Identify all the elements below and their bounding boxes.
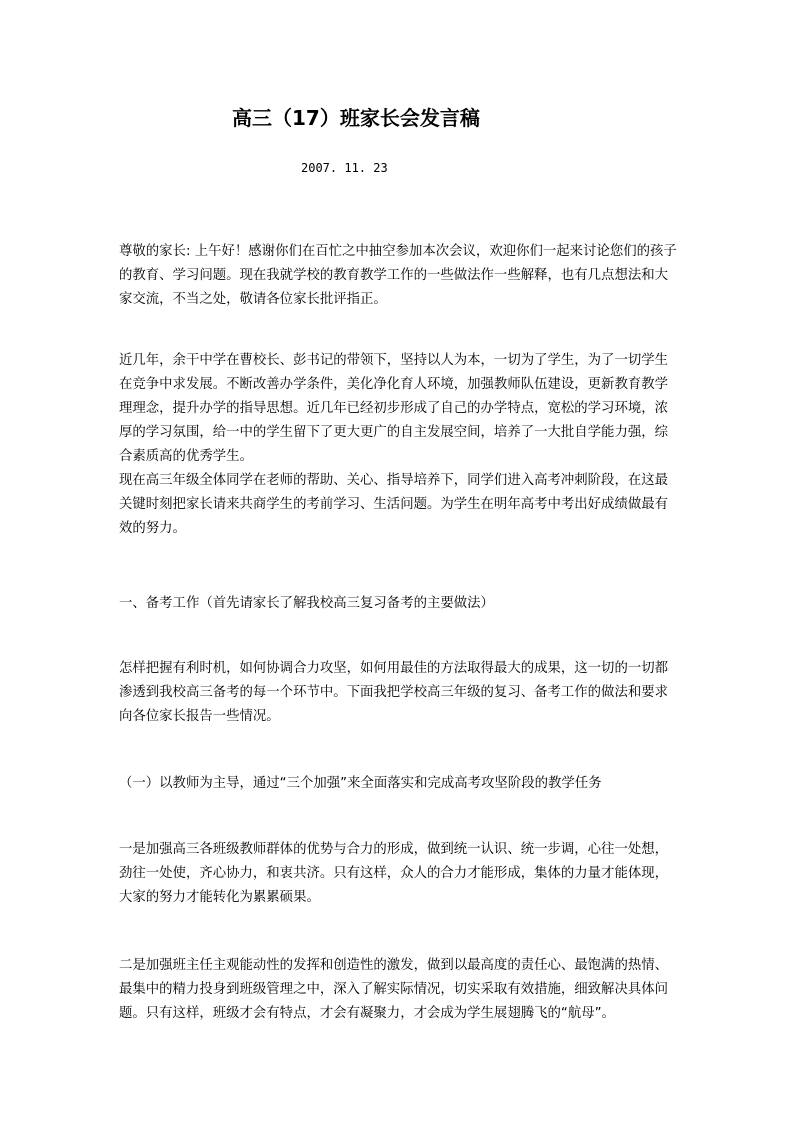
- paragraph-preparation-intro: [119, 657, 679, 729]
- paragraph-text: 现在高三年级全体同学在老师的帮助、关心、指导培养下，同学们进入高考冲刺阶段，在这最关键时刻把家长请来共商学生的考前学习、生活问题。为学生在明年高考中考出好成绩做最有效的努力。: [119, 473, 669, 536]
- section-heading-preparation: [119, 592, 679, 616]
- heading-text: 一、备考工作（首先请家长了解我校高三复习备考的主要做法）: [119, 596, 494, 611]
- paragraph-point-two: [119, 954, 679, 1026]
- paragraph-school-development: [119, 349, 679, 541]
- subsection-heading-teachers: [119, 772, 679, 796]
- paragraph-text: 近几年，余干中学在曹校长、彭书记的带领下，坚持以人为本，一切为了学生，为了一切学生在竞争中求发展。不断改善办学条件，美化净化育人环境，加强教师队伍建设，更新教育教学理理念，提升办学的指导思想。近几年已经初步形成了自己的办学特点，宽松的学习环境，浓厚的学习氛围，给一中的学生留下了更大更广的自主发展空间，培养了一大批自学能力强，综合素质高的优秀学生。: [119, 353, 669, 464]
- heading-text: （一）以教师为主导，通过“三个加强”来全面落实和完成高考攻坚阶段的教学任务: [119, 776, 602, 791]
- document-title: 高三（17）班家长会发言稿: [232, 106, 480, 130]
- paragraph-text: 一是加强高三各班级教师群体的优势与合力的形成，做到统一认识、统一步调，心往一处想，劲往一处使，齐心协力，和衷共济。只有这样，众人的合力才能形成，集体的力量才能体现，大家的努力才能转化为累累硕果。: [119, 842, 669, 905]
- document-date: 2007. 11. 23: [301, 161, 388, 175]
- paragraph-text: 二是加强班主任主观能动性的发挥和创造性的激发，做到以最高度的责任心、最饱满的热情、最集中的精力投身到班级管理之中，深入了解实际情况，切实采取有效措施，细致解决具体问题。只有这样，班级才会有特点，才会有凝聚力，才会成为学生展翅腾飞的“航母”。: [119, 958, 669, 1021]
- paragraph-text: 尊敬的家长: 上午好！感谢你们在百忙之中抽空参加本次会议，欢迎你们一起来讨论您们的孩子的教育、学习问题。现在我就学校的教育教学工作的一些做法作一些解释，也有几点想法和大家交流，不当之处，敬请各位家长批评指正。: [119, 244, 677, 307]
- paragraph-point-one: [119, 838, 679, 910]
- paragraph-greeting: [119, 240, 679, 312]
- paragraph-text: 怎样把握有利时机，如何协调合力攻坚，如何用最佳的方法取得最大的成果，这一切的一切都渗透到我校高三备考的每一个环节中。下面我把学校高三年级的复习、备考工作的做法和要求向各位家长报告一些情况。: [119, 661, 669, 724]
